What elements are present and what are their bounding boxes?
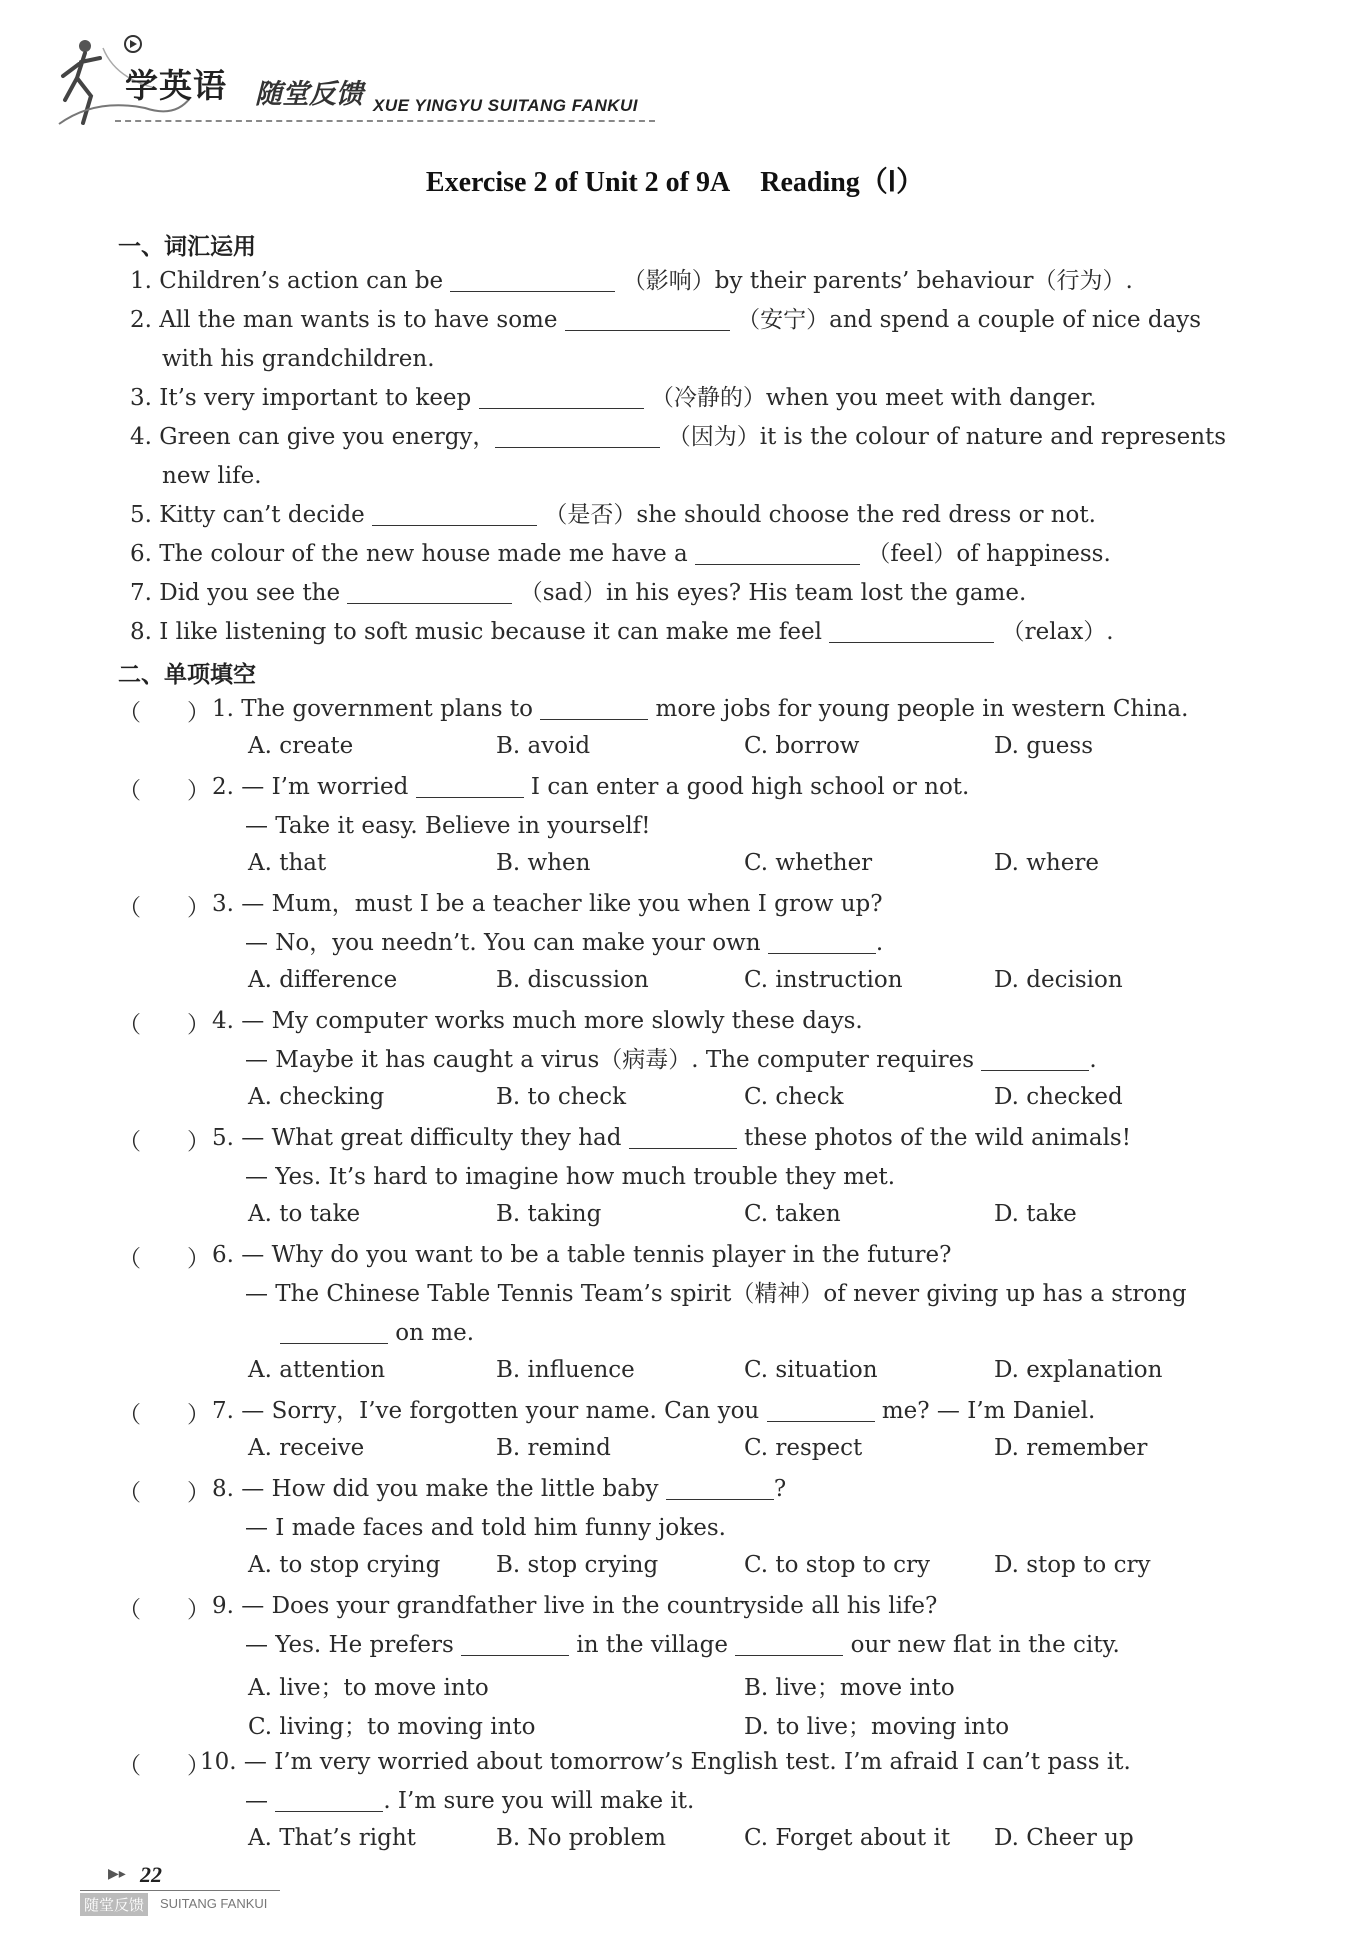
mc-question-4: 4. — My computer works much more slowly these days.: [212, 1008, 863, 1034]
header-divider: [115, 120, 655, 122]
option-a[interactable]: A. to take: [248, 1201, 361, 1227]
vocab-item-3: 3. It’s very important to keep （冷静的）when you meet with danger.: [130, 385, 1097, 411]
option-d[interactable]: D. checked: [994, 1084, 1123, 1110]
option-d[interactable]: D. explanation: [994, 1357, 1163, 1383]
mc-question-4-reply: — Maybe it has caught a virus（病毒）. The computer requires .: [245, 1047, 1097, 1073]
answer-paren[interactable]: （ ）: [118, 700, 210, 726]
option-c[interactable]: C. to stop to cry: [744, 1552, 930, 1578]
answer-blank[interactable]: [372, 501, 537, 526]
footer-brand-cn: 随堂反馈: [80, 1893, 148, 1916]
option-b[interactable]: B. to check: [496, 1084, 627, 1110]
vocab-item-4: 4. Green can give you energy， （因为）it is the colour of nature and represents: [130, 424, 1227, 450]
mc-question-5-reply: — Yes. It’s hard to imagine how much trouble they met.: [245, 1164, 896, 1190]
mc-question-10-reply: — . I’m sure you will make it.: [245, 1788, 695, 1814]
option-b[interactable]: B. stop crying: [496, 1552, 659, 1578]
option-b[interactable]: B. when: [496, 850, 591, 876]
option-a[interactable]: A. create: [248, 733, 354, 759]
option-a[interactable]: A. that: [248, 850, 327, 876]
section2-heading: 二、单项填空: [118, 662, 256, 688]
mc-question-8: 8. — How did you make the little baby ?: [212, 1476, 787, 1502]
option-c[interactable]: C. instruction: [744, 967, 903, 993]
option-a[interactable]: A. live；to move into: [248, 1675, 489, 1701]
option-b[interactable]: B. avoid: [496, 733, 591, 759]
page-number: 22: [140, 1862, 162, 1887]
page-header: [55, 28, 1055, 138]
option-d[interactable]: D. stop to cry: [994, 1552, 1151, 1578]
answer-paren[interactable]: （ ）: [118, 1597, 210, 1623]
option-d[interactable]: D. decision: [994, 967, 1123, 993]
title-main: Exercise 2 of Unit 2 of 9A: [425, 167, 731, 198]
answer-blank[interactable]: [829, 618, 994, 643]
option-d[interactable]: D. take: [994, 1201, 1077, 1227]
answer-blank[interactable]: [479, 384, 644, 409]
page-arrow-icon: ▶▸: [108, 1866, 126, 1882]
answer-paren[interactable]: （ ）: [118, 778, 210, 804]
answer-paren[interactable]: （ ）: [118, 1012, 210, 1038]
brand-title: 学英语: [125, 66, 227, 105]
option-a[interactable]: A. receive: [248, 1435, 365, 1461]
option-d[interactable]: D. where: [994, 850, 1099, 876]
title-sub: Reading（Ⅰ）: [760, 167, 925, 198]
answer-paren[interactable]: （ ）: [118, 1402, 210, 1428]
option-d[interactable]: D. guess: [994, 733, 1093, 759]
vocab-item-2-cont: with his grandchildren.: [162, 346, 435, 372]
vocab-item-4-cont: new life.: [162, 463, 262, 489]
option-c[interactable]: C. Forget about it: [744, 1825, 951, 1851]
option-c[interactable]: C. borrow: [744, 733, 860, 759]
answer-paren[interactable]: （ ）: [118, 1246, 210, 1272]
option-c[interactable]: C. check: [744, 1084, 844, 1110]
footer-brand-en: SUITANG FANKUI: [160, 1896, 268, 1911]
mc-question-6-reply-cont: on me.: [280, 1318, 474, 1348]
mc-question-7: 7. — Sorry，I’ve forgotten your name. Can you me? — I’m Daniel.: [212, 1398, 1096, 1424]
answer-paren[interactable]: （ ）: [118, 1480, 210, 1506]
mc-question-2: 2. — I’m worried I can enter a good high school or not.: [212, 774, 970, 800]
section1-heading: 一、词汇运用: [118, 234, 256, 260]
footer-divider: [80, 1890, 280, 1891]
page-title: [0, 160, 1350, 200]
answer-paren[interactable]: （ ）: [118, 895, 210, 921]
mc-question-3-reply: — No，you needn’t. You can make your own .: [245, 930, 884, 956]
mc-question-1: 1. The government plans to more jobs for young people in western China.: [212, 696, 1189, 722]
option-b[interactable]: B. live；move into: [744, 1675, 955, 1701]
mc-question-2-reply: — Take it easy. Believe in yourself!: [245, 813, 651, 839]
mc-question-8-reply: — I made faces and told him funny jokes.: [245, 1515, 726, 1541]
mc-question-6: 6. — Why do you want to be a table tennis player in the future?: [212, 1242, 952, 1268]
option-d[interactable]: D. Cheer up: [994, 1825, 1134, 1851]
vocab-item-2: 2. All the man wants is to have some （安宁）and spend a couple of nice days: [130, 307, 1202, 333]
vocab-item-5: 5. Kitty can’t decide （是否）she should choose the red dress or not.: [130, 502, 1096, 528]
answer-blank[interactable]: [695, 540, 860, 565]
option-c[interactable]: C. taken: [744, 1201, 841, 1227]
answer-blank[interactable]: [347, 579, 512, 604]
option-b[interactable]: B. taking: [496, 1201, 602, 1227]
answer-paren[interactable]: （ ）: [118, 1129, 210, 1155]
option-d[interactable]: D. to live；moving into: [744, 1714, 1010, 1740]
brand-pinyin: XUE YINGYU SUITANG FANKUI: [373, 96, 639, 115]
option-a[interactable]: A. checking: [248, 1084, 385, 1110]
option-a[interactable]: A. to stop crying: [248, 1552, 441, 1578]
mc-question-3: 3. — Mum，must I be a teacher like you when I grow up?: [212, 891, 883, 917]
option-a[interactable]: A. attention: [248, 1357, 386, 1383]
option-c[interactable]: C. living；to moving into: [248, 1714, 536, 1740]
option-c[interactable]: C. whether: [744, 850, 873, 876]
vocab-item-1: 1. Children’s action can be （影响）by their parents’ behaviour（行为）.: [130, 268, 1133, 294]
option-b[interactable]: B. influence: [496, 1357, 635, 1383]
option-c[interactable]: C. situation: [744, 1357, 878, 1383]
option-c[interactable]: C. respect: [744, 1435, 863, 1461]
mc-question-5: 5. — What great difficulty they had these photos of the wild animals!: [212, 1125, 1131, 1151]
option-b[interactable]: B. discussion: [496, 967, 649, 993]
mc-question-6-reply: — The Chinese Table Tennis Team’s spirit（精神）of never giving up has a strong: [245, 1281, 1187, 1307]
vocab-item-6: 6. The colour of the new house made me have a （feel）of happiness.: [130, 541, 1111, 567]
vocab-item-7: 7. Did you see the （sad）in his eyes? His team lost the game.: [130, 580, 1027, 606]
option-b[interactable]: B. No problem: [496, 1825, 666, 1851]
option-b[interactable]: B. remind: [496, 1435, 611, 1461]
answer-paren[interactable]: （ ）: [118, 1753, 210, 1779]
answer-blank[interactable]: [565, 306, 730, 331]
mc-question-10: 10. — I’m very worried about tomorrow’s English test. I’m afraid I can’t pass it.: [200, 1749, 1131, 1775]
mc-question-9: 9. — Does your grandfather live in the countryside all his life?: [212, 1593, 938, 1619]
option-d[interactable]: D. remember: [994, 1435, 1148, 1461]
answer-blank[interactable]: [495, 423, 660, 448]
answer-blank[interactable]: [450, 267, 615, 292]
option-a[interactable]: A. difference: [248, 967, 398, 993]
option-a[interactable]: A. That’s right: [248, 1825, 416, 1851]
brand-subtitle: 随堂反馈: [255, 79, 363, 110]
mc-question-9-reply: — Yes. He prefers in the village our new flat in the city.: [245, 1632, 1120, 1658]
vocab-item-8: 8. I like listening to soft music because it can make me feel （relax）.: [130, 619, 1114, 645]
